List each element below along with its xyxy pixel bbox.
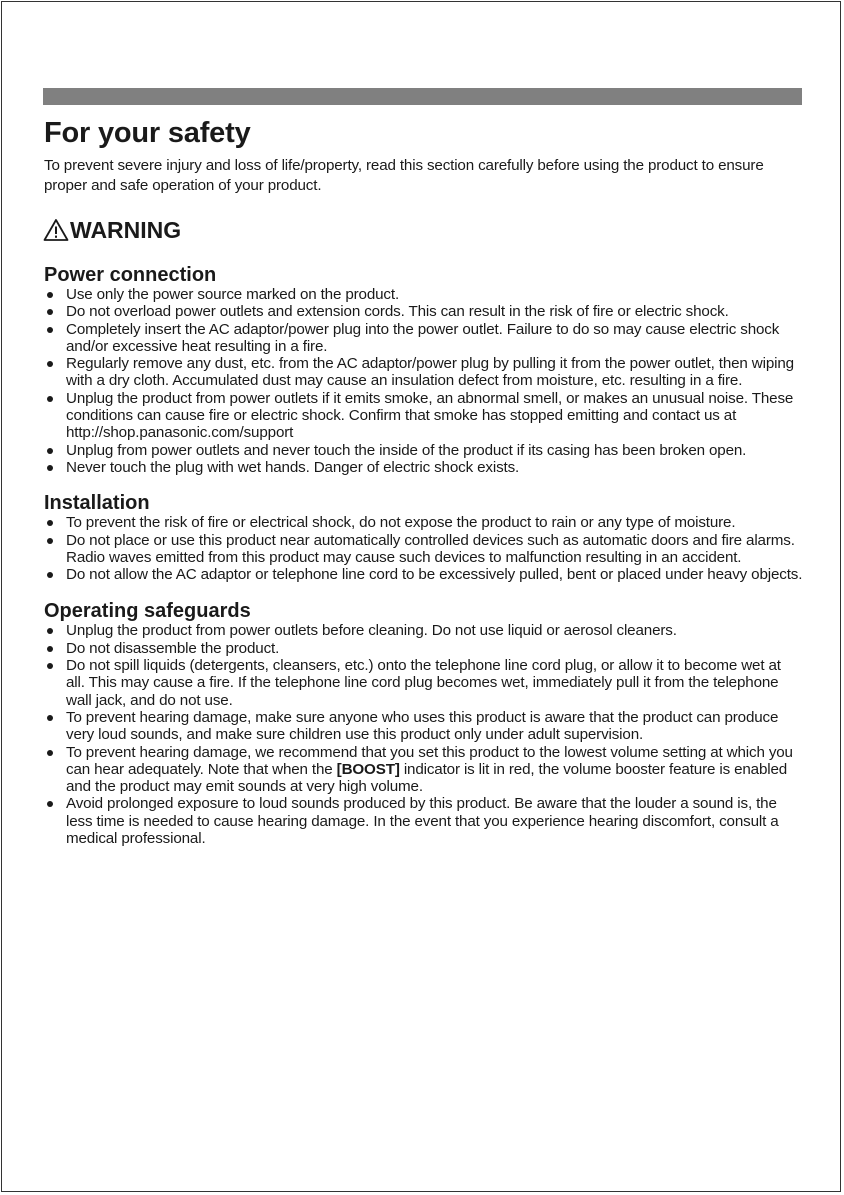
list-item-text: Use only the power source marked on the product.: [66, 286, 400, 303]
bullet-icon: [47, 750, 53, 756]
bullet-icon: [47, 448, 53, 454]
list-item-text: Unplug the product from power outlets before cleaning. Do not use liquid or aerosol cleaners.: [66, 622, 677, 640]
boost-text-before: To prevent hearing damage, we recommend that you set this product to the lowest volume setting at which you can hear adequately. Note that when the: [66, 743, 793, 778]
power-connection-list: [43, 286, 803, 476]
bullet-icon: [47, 801, 53, 807]
bullet-icon: [47, 361, 53, 367]
bullet-icon: [47, 646, 53, 652]
boost-text-after: indicator is lit in red, the volume booster feature is enabled and the product may emit sounds at very high volume.: [66, 760, 788, 796]
bullet-icon: [47, 715, 53, 721]
list-item-text: Never touch the plug with wet hands. Danger of electric shock exists.: [66, 458, 520, 476]
list-item-text: To prevent hearing damage, make sure anyone who uses this product is aware that the product can produce very loud sounds, and make sure children use this product only under adult supervision.: [66, 708, 779, 744]
bullet-icon: [47, 465, 53, 471]
list-item-text: Regularly remove any dust, etc. from the AC adaptor/power plug by pulling it from the power outlet, then wiping with a dry cloth. Accumulated dust may cause an insulation defect from moisture, etc. resulting in a fire.: [66, 355, 794, 390]
boost-key-label: [BOOST]: [336, 760, 400, 778]
list-item: [43, 532, 803, 567]
list-item-text: [66, 744, 793, 796]
bullet-icon: [47, 327, 53, 333]
bullet-icon: [47, 628, 53, 634]
list-item: [43, 514, 803, 531]
section-title-installation: Installation: [44, 492, 150, 515]
bullet-icon: [47, 396, 53, 402]
section-title-operating-safeguards: Operating safeguards: [44, 600, 251, 623]
list-item: [43, 321, 803, 356]
warning-label: WARNING: [70, 217, 182, 243]
warning-heading: [43, 216, 803, 244]
page-title: For your safety: [44, 117, 251, 149]
list-item: [43, 459, 803, 476]
list-item: [43, 744, 803, 796]
list-item: [43, 286, 803, 303]
list-item-text: Do not overload power outlets and extension cords. This can result in the risk of fire or electric shock.: [66, 303, 729, 321]
list-item-text: Do not disassemble the product.: [66, 639, 280, 657]
warning-triangle-icon: [43, 218, 69, 242]
list-item: [43, 442, 803, 459]
list-item: [43, 390, 803, 442]
list-item: [43, 640, 803, 657]
list-item: [43, 795, 803, 847]
header-bar: [43, 88, 802, 105]
list-item-text: Unplug the product from power outlets if it emits smoke, an abnormal smell, or makes an unusual noise. These conditions can cause fire or electric shock. Confirm that smoke has stopped emitting and contact us at http://shop.panasonic.com/support: [66, 389, 794, 442]
list-item-text: Do not place or use this product near automatically controlled devices such as automatic doors and fire alarms. Radio waves emitted from this product may cause such devices to malfunction resulting in an accident.: [66, 531, 795, 566]
bullet-icon: [47, 663, 53, 669]
list-item: [43, 622, 803, 639]
list-item: [43, 709, 803, 744]
operating-safeguards-list: [43, 622, 803, 847]
list-item: [43, 657, 803, 709]
list-item-text: Completely insert the AC adaptor/power plug into the power outlet. Failure to do so may cause electric shock and/or excessive heat resulting in a fire.: [66, 320, 780, 355]
document-content: [43, 88, 803, 847]
list-item-text: Do not spill liquids (detergents, cleansers, etc.) onto the telephone line cord plug, or allow it to become wet at all. This may cause a fire. If the telephone line cord plug becomes wet, immediately pull it from the telephone wall jack, and do not use.: [66, 657, 781, 709]
list-item: [43, 355, 803, 390]
list-item-text: Do not allow the AC adaptor or telephone line cord to be excessively pulled, bent or placed under heavy objects.: [66, 566, 803, 584]
installation-list: [43, 514, 803, 583]
section-title-power-connection: Power connection: [44, 264, 217, 286]
bullet-icon: [47, 520, 53, 526]
intro-paragraph: To prevent severe injury and loss of life/property, read this section carefully before using the product to ensure proper and safe operation of your product.: [44, 157, 764, 194]
list-item-text: To prevent the risk of fire or electrical shock, do not expose the product to rain or any type of moisture.: [66, 514, 736, 532]
list-item-text: Unplug from power outlets and never touch the inside of the product if its casing has been broken open.: [66, 441, 747, 459]
list-item: [43, 303, 803, 320]
bullet-icon: [47, 292, 53, 298]
bullet-icon: [47, 572, 53, 578]
list-item-text: Avoid prolonged exposure to loud sounds produced by this product. Be aware that the louder a sound is, the less time is needed to cause hearing damage. In the event that you experience hearing discomfort, consult a medical professional.: [66, 795, 779, 848]
list-item: [43, 566, 803, 583]
bullet-icon: [47, 309, 53, 315]
bullet-icon: [47, 538, 53, 544]
